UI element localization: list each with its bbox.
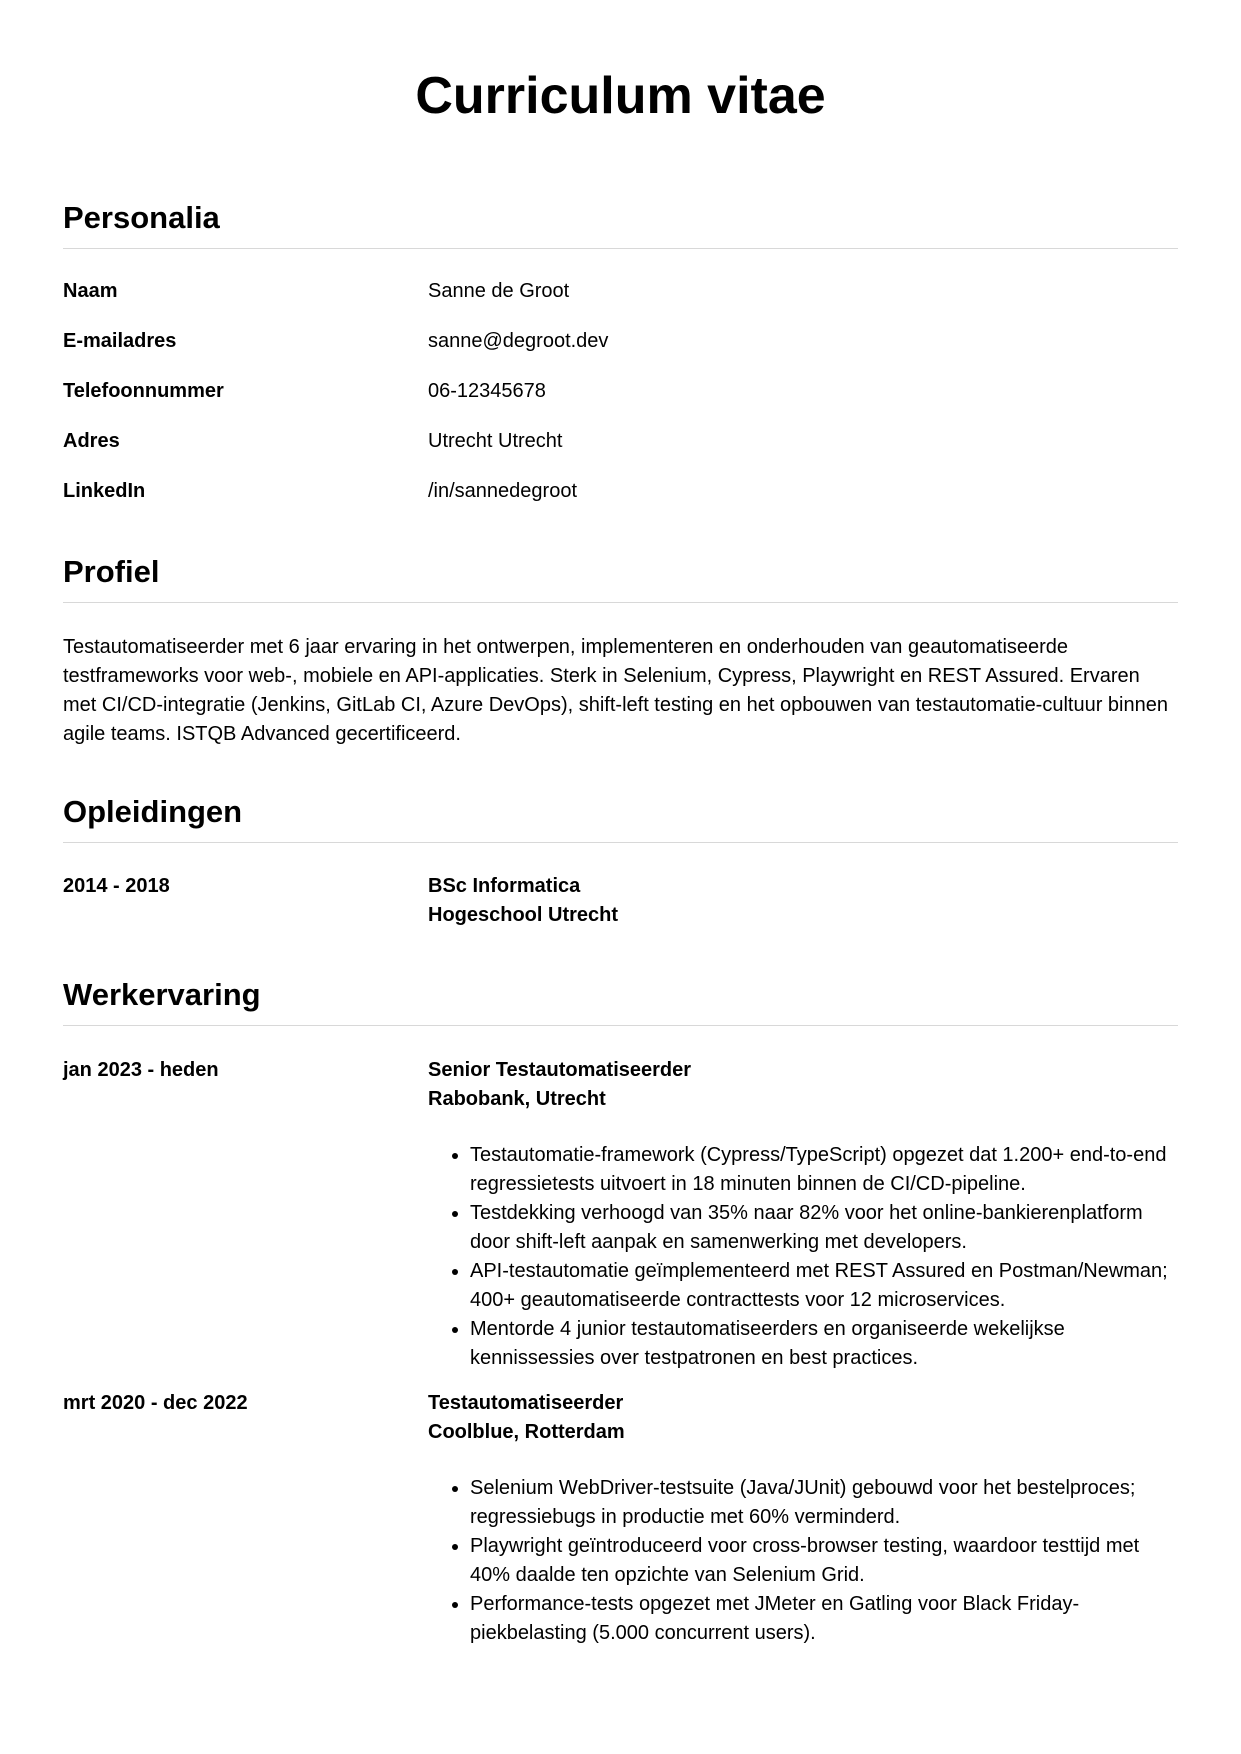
section-opleidingen xyxy=(63,793,1178,930)
field-row-address xyxy=(63,427,1178,477)
field-value: Utrecht Utrecht xyxy=(428,430,563,452)
education-entry xyxy=(63,872,1178,930)
field-label: LinkedIn xyxy=(63,480,146,502)
list-item: • Testdekking verhoogd van 35% naar 82% voor het online-bankierenplatform door shift-left aanpak en samenwerking met developers. xyxy=(470,1199,1178,1257)
section-heading: Werkervaring xyxy=(63,976,1178,1026)
field-value: Sanne de Groot xyxy=(428,280,570,302)
entry-bullets xyxy=(428,1474,1178,1648)
work-entry xyxy=(63,1056,1178,1373)
entry-body xyxy=(428,872,1178,930)
entry-title: Testautomatiseerder xyxy=(428,1392,624,1414)
entry-body xyxy=(428,1389,1178,1648)
entry-organization: Coolblue, Rotterdam xyxy=(428,1421,625,1443)
section-heading: Opleidingen xyxy=(63,793,1178,843)
field-value: /in/sannedegroot xyxy=(428,480,578,502)
personalia-fields xyxy=(63,249,1178,527)
list-item: • Mentorde 4 junior testautomatiseerders en organiseerde wekelijkse kennissessies over testpatronen en best practices. xyxy=(470,1315,1178,1373)
field-row-name xyxy=(63,277,1178,327)
entry-title: BSc Informatica xyxy=(428,875,581,897)
entry-bullets xyxy=(428,1141,1178,1373)
entry-organization: Hogeschool Utrecht xyxy=(428,904,619,926)
entry-period: 2014 - 2018 xyxy=(63,875,170,897)
entry-period: jan 2023 - heden xyxy=(63,1059,219,1081)
entry-title: Senior Testautomatiseerder xyxy=(428,1059,692,1081)
entry-period: mrt 2020 - dec 2022 xyxy=(63,1392,248,1414)
section-heading: Profiel xyxy=(63,553,1178,603)
field-value: sanne@degroot.dev xyxy=(428,330,609,352)
list-item: • Playwright geïntroduceerd voor cross-browser testing, waardoor testtijd met 40% daalde ten opzichte van Selenium Grid. xyxy=(470,1532,1178,1590)
list-item: • API-testautomatie geïmplementeerd met REST Assured en Postman/Newman; 400+ geautomatiseerde contracttests voor 12 microservices. xyxy=(470,1257,1178,1315)
entry-body xyxy=(428,1056,1178,1373)
field-row-email xyxy=(63,327,1178,377)
field-row-linkedin xyxy=(63,477,1178,527)
document-title: Curriculum vitae xyxy=(415,67,826,125)
profile-text: Testautomatiseerder met 6 jaar ervaring in het ontwerpen, implementeren en onderhouden van geautomatiseerde testframeworks voor web-, mobiele en API-applicaties. Sterk in Selenium, Cypress, Playwright en REST Assured. Ervaren met CI/CD-integratie (Jenkins, GitLab CI, Azure DevOps), shift-left testing en het opbouwen van testautomatie-cultuur binnen agile teams. ISTQB Advanced gecertificeerd. xyxy=(63,636,1168,745)
field-label: Adres xyxy=(63,430,120,452)
work-entry xyxy=(63,1389,1178,1648)
field-value: 06-12345678 xyxy=(428,380,546,402)
list-item: • Selenium WebDriver-testsuite (Java/JUnit) gebouwd voor het bestelproces; regressiebugs in productie met 60% verminderd. xyxy=(470,1474,1178,1532)
section-heading: Personalia xyxy=(63,199,1178,249)
field-label: E-mailadres xyxy=(63,330,177,352)
section-profiel xyxy=(63,553,1178,749)
list-item: • Performance-tests opgezet met JMeter en Gatling voor Black Friday-piekbelasting (5.000 concurrent users). xyxy=(470,1590,1178,1648)
section-personalia xyxy=(63,199,1178,527)
field-label: Telefoonnummer xyxy=(63,380,224,402)
section-werkervaring xyxy=(63,976,1178,1648)
field-row-phone xyxy=(63,377,1178,427)
entry-organization: Rabobank, Utrecht xyxy=(428,1088,606,1110)
list-item: • Testautomatie-framework (Cypress/TypeScript) opgezet dat 1.200+ end-to-end regressietests uitvoert in 18 minuten binnen de CI/CD-pipeline. xyxy=(470,1141,1178,1199)
field-label: Naam xyxy=(63,280,118,302)
